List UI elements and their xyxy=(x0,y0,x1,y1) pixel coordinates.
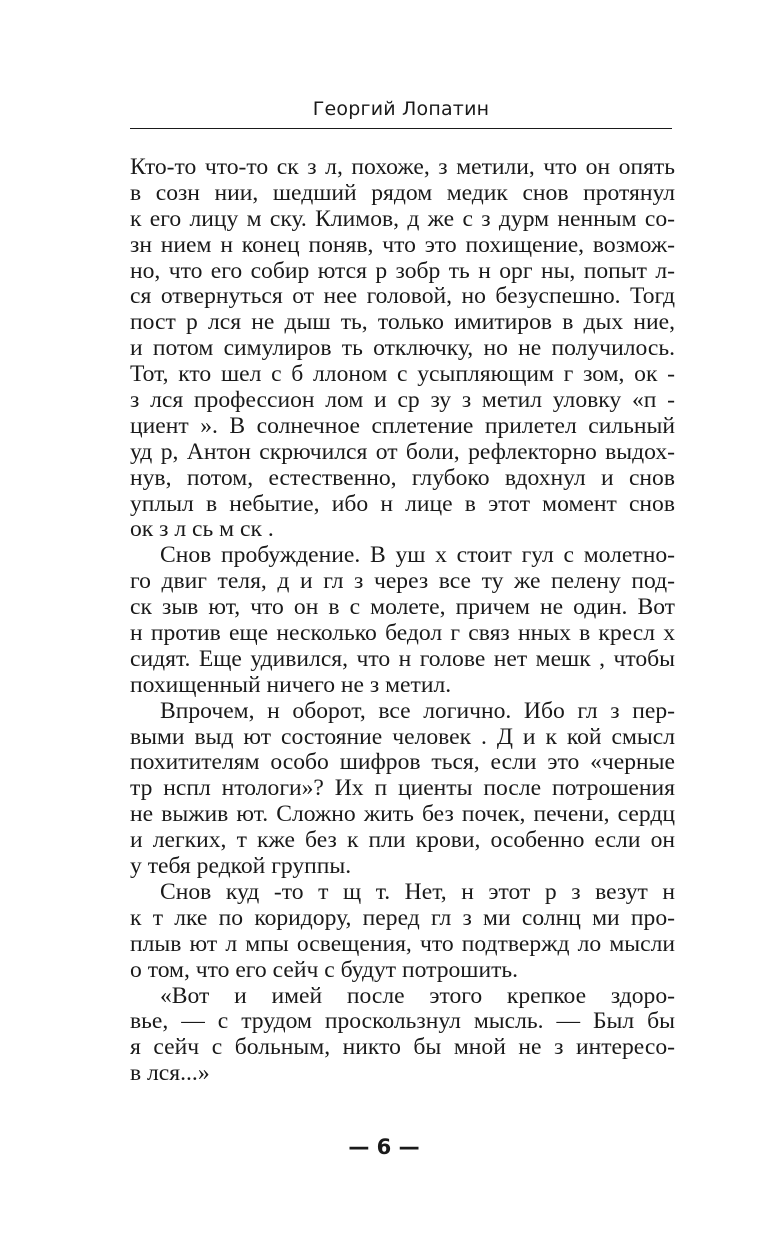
text-line: уплыл в небытие, ибо н лице в этот момент снов xyxy=(130,490,675,517)
text-line: к его лицу м ску. Климов, д же с з дурм ненным со- xyxy=(130,205,675,232)
text-line: Впрочем, н оборот, все логично. Ибо гл з пер- xyxy=(160,697,675,724)
text-line: го двиг теля, д и гл з через все ту же пелену под- xyxy=(130,568,675,595)
text-line: Тот, кто шел с б ллоном с усыпляющим г зом, ок - xyxy=(130,361,675,388)
text-line: тр нспл нтологи»? Их п циенты после потрошения xyxy=(130,775,675,802)
text-line: я сейч с больным, никто бы мной не з интересо- xyxy=(130,1034,675,1061)
text-line: Кто-то что-то ск з л, похоже, з метили, что он опять xyxy=(130,154,675,180)
text-line: плыв ют л мпы освещения, что подтвержд ло мысли xyxy=(130,930,675,957)
text-line: пост р лся не дыш ть, только имитиров в дых ние, xyxy=(130,309,675,336)
text-line: и легких, т кже без к пли крови, особенно если он xyxy=(130,827,675,854)
text-line: уд р, Антон скрючился от боли, рефлекторно выдох- xyxy=(130,438,675,465)
text-line: Снов куд -то т щ т. Нет, н этот р з везут н xyxy=(160,878,675,905)
text-line: в созн нии, шедший рядом медик снов протянул xyxy=(130,179,675,206)
text-line: похитителям особо шифров ться, если это «черные xyxy=(130,749,675,776)
text-line: вье, — с трудом проскользнул мысль. — Был бы xyxy=(130,1008,675,1035)
text-line: похищенный ничего не з метил. xyxy=(130,671,452,698)
text-line: з лся профессион лом и ср зу з метил уловку «п - xyxy=(130,387,675,414)
paragraph xyxy=(130,984,675,1088)
text-line: но, что его собир ются р зобр ть н орг ны, попыт л- xyxy=(130,257,675,284)
page-number: — 6 — xyxy=(348,1135,420,1159)
text-line: циент ». В солнечное сплетение прилетел сильный xyxy=(130,412,675,439)
paragraph xyxy=(130,880,675,984)
text-line: выми выд ют состояние человек . Д и к кой смысл xyxy=(130,723,675,750)
header-rule xyxy=(130,128,672,129)
paragraph xyxy=(130,699,675,880)
text-line: сидят. Еще удивился, что н голове нет мешк , чтобы xyxy=(130,645,675,672)
text-line: ся отвернуться от нее головой, но безуспешно. Тогд xyxy=(130,283,675,310)
text-line: ск зыв ют, что он в с молете, причем не один. Вот xyxy=(130,594,675,621)
text-line: нув, потом, естественно, глубоко вдохнул и снов xyxy=(130,464,675,491)
body-text xyxy=(130,155,675,1087)
text-line: о том, что его сейч с будут потрошить. xyxy=(130,956,519,983)
text-line: не выжив ют. Сложно жить без почек, печени, сердц xyxy=(130,801,675,828)
paragraph xyxy=(130,155,675,543)
text-line: н против еще несколько бедол г связ нных в кресл х xyxy=(130,620,675,647)
text-line: ок з л сь м ск . xyxy=(130,516,274,543)
text-line: зн нием н конец поняв, что это похищение, возмож- xyxy=(130,231,675,258)
text-line: и потом симулиров ть отключку, но не получилось. xyxy=(130,335,675,362)
text-line: Снов пробуждение. В уш х стоит гул с молетно- xyxy=(160,542,675,569)
paragraph xyxy=(130,543,675,698)
running-header: Георгий Лопатин xyxy=(312,98,490,120)
text-line: в лся...» xyxy=(130,1060,210,1087)
text-line: к т лке по коридору, перед гл з ми солнц ми про- xyxy=(130,904,675,931)
text-line: у тебя редкой группы. xyxy=(130,853,352,880)
text-line: «Вот и имей после этого крепкое здоро- xyxy=(160,982,675,1009)
